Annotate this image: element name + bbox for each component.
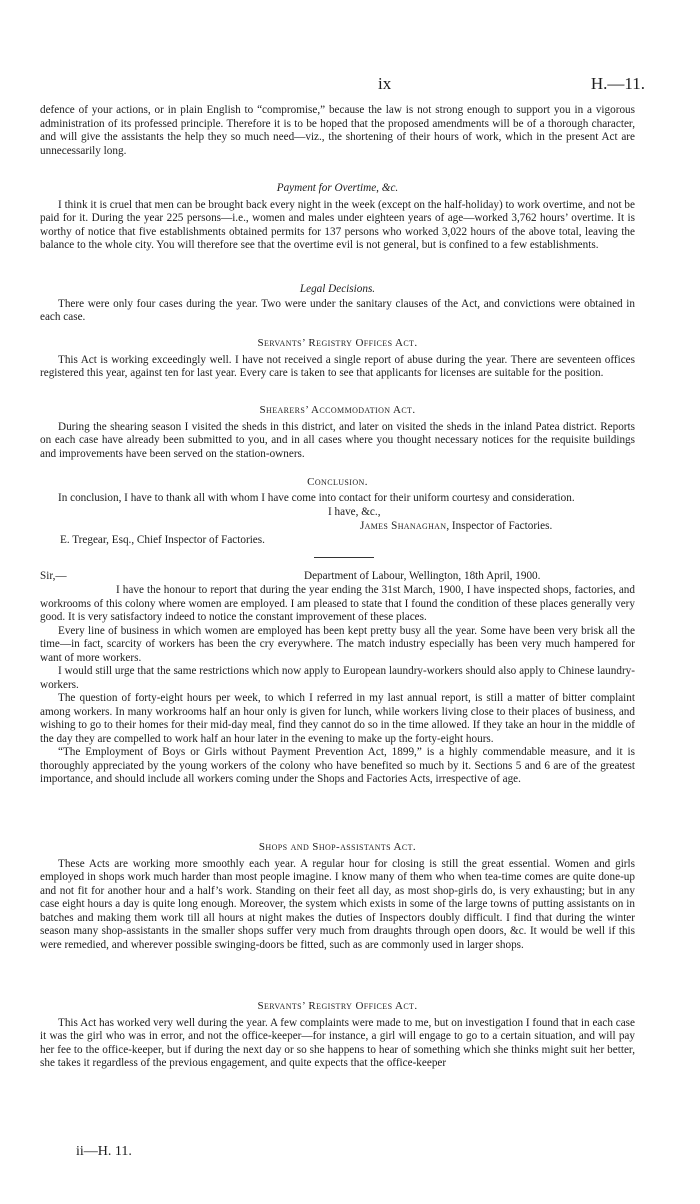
- paragraph-laundry: I would still urge that the same restrictions which now apply to European laundry-workers should also apply to Chinese laundry-workers.: [40, 665, 635, 691]
- paragraph-employment-act: “The Employment of Boys or Girls without Payment Prevention Act, 1899,” is a highly commendable measure, and it is thoroughly appreciated by the young workers of the colony who have benefited so much by it. Sections 5 and 6 are of the greatest importance, and should include all workers coming under the Shops and Factories Acts, irrespective of age.: [40, 746, 635, 785]
- signature-name: James Shanaghan: [360, 520, 447, 532]
- signature-title: , Inspector of Factories.: [446, 520, 553, 532]
- heading-conclusion: Conclusion.: [307, 476, 368, 488]
- paragraph-shearers: During the shearing season I visited the sheds in this district, and later on visited the sheds in the inland Patea district. Reports on each case have already been submitted to you, and in all cases where you thought necessary notices for the requisite buildings and improvements have been served on the station-owners.: [40, 420, 635, 460]
- section-shops: [40, 841, 635, 952]
- heading-overtime: Payment for Overtime, &c.: [276, 182, 399, 194]
- paragraph-overtime: I think it is cruel that men can be brought back every night in the week (except on the half-holiday) to work overtime, and not be paid for it. During the year 225 persons—i.e., women and males under eighteen years of age—worked 3,762 hours’ overtime. It is worthy of notice that five establishments obtained permits for 137 persons who worked 3,022 hours of the above total, leaving the balance to the whole city. You will therefore see that the overtime evil is not general, but is confined to a few establishments.: [40, 198, 635, 251]
- paragraph-shops: These Acts are working more smoothly each year. A regular hour for closing is still the great essential. Women and girls employed in shops work much harder than most people imagine. I know many of them who when tea-time comes are quite done-up and not fit for another hour and a half’s work. Standing on their feet all day, as most shop-girls do, is very exhausting; but in any case eight hours a day is quite long enough. Moreover, the system which exists in some of the large towns of putting assistants on in batches and making them work till all hours at night makes the duties of Inspectors doubly difficult. I find that during the winter season many shop-assistants in the smaller shops suffer very much from draughts through open doors, &c. It would be well if this were remedied, and wherever possible swinging-doors be fitted, such as are commonly used in larger shops.: [40, 857, 635, 951]
- document-reference: H.—11.: [590, 74, 645, 93]
- section-overtime: [40, 182, 635, 253]
- letter-two: [40, 570, 635, 787]
- section-divider: [314, 557, 374, 558]
- heading-legal: Legal Decisions.: [299, 283, 376, 295]
- heading-shops: Shops and Shop-assistants Act.: [258, 841, 417, 853]
- paragraph-report-intro: I have the honour to report that during the year ending the 31st March, 1900, I have inspected shops, factories, and workrooms of this colony where women are employed. I am pleased to state that I found the condition of these places generally very good. It is very satisfactory indeed to notice the constant improvement of these places.: [40, 584, 635, 623]
- section-shearers: [40, 404, 635, 461]
- section-registry-1: [40, 337, 635, 381]
- paragraph-legal: There were only four cases during the year. Two were under the sanitary clauses of the Act, and convictions were obtained in each case.: [40, 297, 635, 323]
- heading-shearers: Shearers’ Accommodation Act.: [259, 404, 416, 416]
- section-legal: [40, 283, 635, 325]
- section-conclusion: [40, 476, 635, 546]
- dateline: Department of Labour, Wellington, 18th April, 1900.: [304, 570, 541, 582]
- heading-registry-1: Servants’ Registry Offices Act.: [257, 337, 418, 349]
- section-continuation: [40, 104, 635, 158]
- signature-line: [360, 520, 552, 534]
- heading-registry-2: Servants’ Registry Offices Act.: [257, 1000, 418, 1012]
- section-registry-2: [40, 1000, 635, 1071]
- paragraph-continuation: defence of your actions, or in plain English to “compromise,” because the law is not strong enough to support you in a vigorous administration of its professed principle. Therefore it is to be hoped that the proposed amendments will be of a thorough character, and will give the assistants the help they so much need—viz., the shortening of their hours of work, which in the present Act are unnecessarily long.: [40, 104, 635, 157]
- closing-i-have: I have, &c.,: [328, 506, 381, 518]
- signature-mark: ii—H. 11.: [76, 1144, 132, 1159]
- paragraph-business: Every line of business in which women are employed has been kept pretty busy all the year. Some have been very brisk all the time—in fact, scarcity of workers has been the cry everywhere. The match industry especially has been very much hampered for want of more workers.: [40, 624, 635, 664]
- paragraph-registry-1: This Act is working exceedingly well. I have not received a single report of abuse during the year. There are seventeen offices registered this year, against ten for last year. Every care is taken to see that applicants for licenses are suitable for the position.: [40, 353, 635, 379]
- paragraph-conclusion: In conclusion, I have to thank all with whom I have come into contact for their uniform courtesy and consideration.: [58, 491, 575, 504]
- addressee-line: E. Tregear, Esq., Chief Inspector of Factories.: [60, 534, 265, 546]
- letter-header: [40, 570, 635, 584]
- salutation: Sir,—: [40, 570, 67, 582]
- page-number: ix: [378, 74, 392, 93]
- paragraph-registry-2: This Act has worked very well during the year. A few complaints were made to me, but on investigation I found that in each case it was the girl who was in error, and not the office-keeper—for instance, a girl will engage to go to a certain situation, and will pay her fee to the office-keeper, but if during the next day or so she happens to hear of something which she thinks might suit her better, she takes it regardless of the previous engagement, and quite expects that the office-keeper: [40, 1016, 635, 1069]
- paragraph-forty-eight-hours: The question of forty-eight hours per week, to which I referred in my last annual report, is still a matter of bitter complaint among workers. In many workrooms half an hour only is given for lunch, while workers living close to their places of business, and wishing to go to their homes for their mid-day meal, find they cannot do so in the time allowed. If they take an hour in the middle of the day they are compelled to work half an hour later in the evening to make up the forty-eight hours.: [40, 692, 635, 745]
